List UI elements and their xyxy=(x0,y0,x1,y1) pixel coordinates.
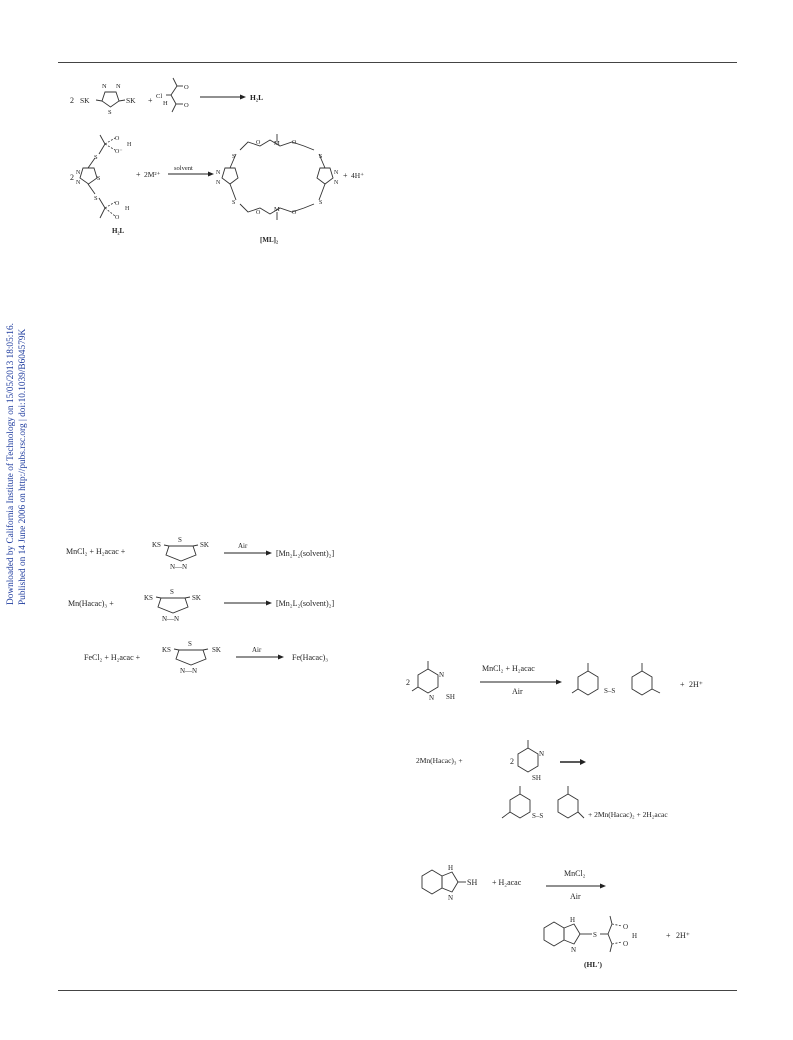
row1-product: [Mn₂L₂(solvent)₂] xyxy=(276,549,335,558)
chloroacetylacetone-structure xyxy=(166,78,183,112)
coefficient: 2 xyxy=(70,96,74,105)
disulfide-bridge: S–S xyxy=(604,687,616,695)
coefficient: 2 xyxy=(70,173,74,182)
oxygen-bottom: O xyxy=(115,201,120,207)
scheme-pyrimidine-coupling xyxy=(402,655,722,715)
dimer-s-1: S xyxy=(232,154,236,160)
arrow-head xyxy=(240,95,246,100)
metal-center-bottom: M xyxy=(274,206,280,213)
row3-ks: KS xyxy=(162,646,171,654)
sulfur-bottom: S xyxy=(94,195,98,202)
thiol-sh: SH xyxy=(532,774,541,782)
scheme-complexation xyxy=(70,130,390,250)
product-o-2: O xyxy=(623,940,629,948)
row1-sk: SK xyxy=(200,541,209,549)
scheme-benzimidazole xyxy=(414,862,724,977)
row1-ring-s: S xyxy=(178,536,182,544)
ring-n: N xyxy=(539,750,545,758)
reactants: 2Mn(Hacac)₃ + xyxy=(416,756,463,765)
ring-n-1: N xyxy=(439,671,445,679)
row2-sk: SK xyxy=(192,594,201,602)
dimer-n-1: N xyxy=(216,170,221,176)
row2-ring-s: S xyxy=(170,588,174,596)
reagent: MnCl₂ + H₂acac xyxy=(482,664,535,673)
plus-sign-1: + xyxy=(136,170,141,179)
watermark-line-published: Published on 14 June 2006 on http://pubs.rsc.org | doi:10.1039/B604579K xyxy=(18,328,28,605)
reactant-h2acac: + H₂acac xyxy=(492,878,522,887)
thiol-sh: SH xyxy=(467,878,478,887)
oxygen-1: O xyxy=(184,84,189,91)
download-watermark xyxy=(0,200,40,620)
nh-hydrogen: H xyxy=(448,864,454,872)
reaction-row-1 xyxy=(66,536,334,571)
row1-ring-nn: N—N xyxy=(170,563,188,571)
sulfur-top: S xyxy=(94,154,98,161)
hydrogen-top: H xyxy=(127,142,132,148)
hl-prime-label: (HL′) xyxy=(584,960,602,969)
thiol-sh: SH xyxy=(446,693,455,701)
row1-reactants: MnCl₂ + H₂acac + xyxy=(66,547,126,556)
plus-sign: + xyxy=(666,931,671,940)
products: + 2Mn(Hacac)₂ + 2H₂acac xyxy=(588,810,668,819)
product-s: S xyxy=(593,931,597,939)
dimer-n-3: N xyxy=(334,170,339,176)
ring-n-bottom: N xyxy=(76,180,81,186)
sk-right-label: SK xyxy=(126,96,136,105)
h2l-label: H₂L xyxy=(112,227,125,235)
hydrogen-bottom: H xyxy=(125,206,130,212)
ring-s: S xyxy=(108,109,112,116)
sk-left-label: SK xyxy=(80,96,90,105)
oxygen-anion-top: O⁻ xyxy=(115,149,123,155)
dimer-n-2: N xyxy=(216,180,221,186)
watermark-line-downloaded: Downloaded by California Institute of Technology on 15/05/2013 18:05:16. xyxy=(6,323,16,605)
condition: Air xyxy=(512,687,523,696)
ml-dimer-label: [ML]₂ xyxy=(260,236,279,244)
dimer-s-4: S xyxy=(319,200,323,206)
dimer-o-2: O xyxy=(292,140,297,146)
top-rule xyxy=(58,62,737,63)
oxygen-2: O xyxy=(184,102,189,109)
row2-ks: KS xyxy=(144,594,153,602)
arrow-head xyxy=(208,172,214,177)
ring-n-top: N xyxy=(76,170,81,176)
hl-prime-structure xyxy=(544,916,622,952)
row2-reactants: Mn(Hacac)₃ + xyxy=(68,599,114,608)
ring-n-2: N xyxy=(116,83,121,90)
plus-sign-2: + xyxy=(343,171,348,180)
scheme-thiadiazole-reactions xyxy=(66,535,386,675)
h-atom: H xyxy=(163,100,168,107)
ring-n: N xyxy=(448,894,454,902)
oxygen-bottom-2: O xyxy=(115,215,120,221)
row1-condition: Air xyxy=(238,542,248,550)
product-nh: H xyxy=(570,916,576,924)
dimer-n-4: N xyxy=(334,180,339,186)
coefficient: 2 xyxy=(510,757,514,766)
reaction-row-2 xyxy=(68,588,334,623)
product-o-1: O xyxy=(623,923,629,931)
product-h: H xyxy=(632,932,638,940)
mercaptobenzimidazole-structure xyxy=(422,870,466,894)
row3-condition: Air xyxy=(252,646,262,654)
row3-ring-s: S xyxy=(188,640,192,648)
protons: 2H⁺ xyxy=(689,680,703,689)
ring-n-2: N xyxy=(429,694,435,702)
pyrimidinethiol-structure xyxy=(412,661,438,693)
bottom-rule xyxy=(58,990,737,991)
plus-sign: + xyxy=(680,680,685,689)
dimer-s-3: S xyxy=(319,154,323,160)
product-h2l: H₂L xyxy=(250,93,264,102)
product-n: N xyxy=(571,946,577,954)
reagent-mncl2: MnCl₂ xyxy=(564,869,586,878)
row2-ring-nn: N—N xyxy=(162,615,180,623)
row3-reactants: FeCl₂ + H₂acac + xyxy=(84,653,141,662)
pyrimidinethiol-structure xyxy=(518,740,538,772)
disulfide-product-structure xyxy=(572,663,660,695)
row3-sk: SK xyxy=(212,646,221,654)
protons: 2H⁺ xyxy=(676,931,690,940)
protons: 4H⁺ xyxy=(351,171,365,180)
scheme-mn-oxidation xyxy=(416,738,726,838)
ring-s: S xyxy=(97,176,101,182)
dimer-o-4: O xyxy=(292,210,297,216)
plus-sign: + xyxy=(148,96,153,105)
row3-ring-nn: N—N xyxy=(180,667,198,675)
reaction-row-3 xyxy=(84,640,328,675)
dimer-s-2: S xyxy=(232,200,236,206)
metal-ions: 2M²⁺ xyxy=(144,170,161,179)
scheme-ligand-synthesis xyxy=(70,78,290,118)
cl-atom: Cl xyxy=(156,93,163,100)
row1-ks: KS xyxy=(152,541,161,549)
ring-n-1: N xyxy=(102,83,107,90)
dimer-o-1: O xyxy=(256,140,261,146)
coefficient: 2 xyxy=(406,678,410,687)
disulfide-bridge: S–S xyxy=(532,812,544,820)
dimer-o-3: O xyxy=(256,210,261,216)
condition: Air xyxy=(570,892,581,901)
row2-product: [Mn₂L₂(solvent)₂] xyxy=(276,599,335,608)
metal-center-top: M xyxy=(274,140,280,147)
thiadiazole-ring xyxy=(96,92,125,107)
oxygen-top: O xyxy=(115,136,120,142)
row3-product: Fe(Hacac)₃ xyxy=(292,653,329,662)
solvent-condition: solvent xyxy=(174,165,193,172)
